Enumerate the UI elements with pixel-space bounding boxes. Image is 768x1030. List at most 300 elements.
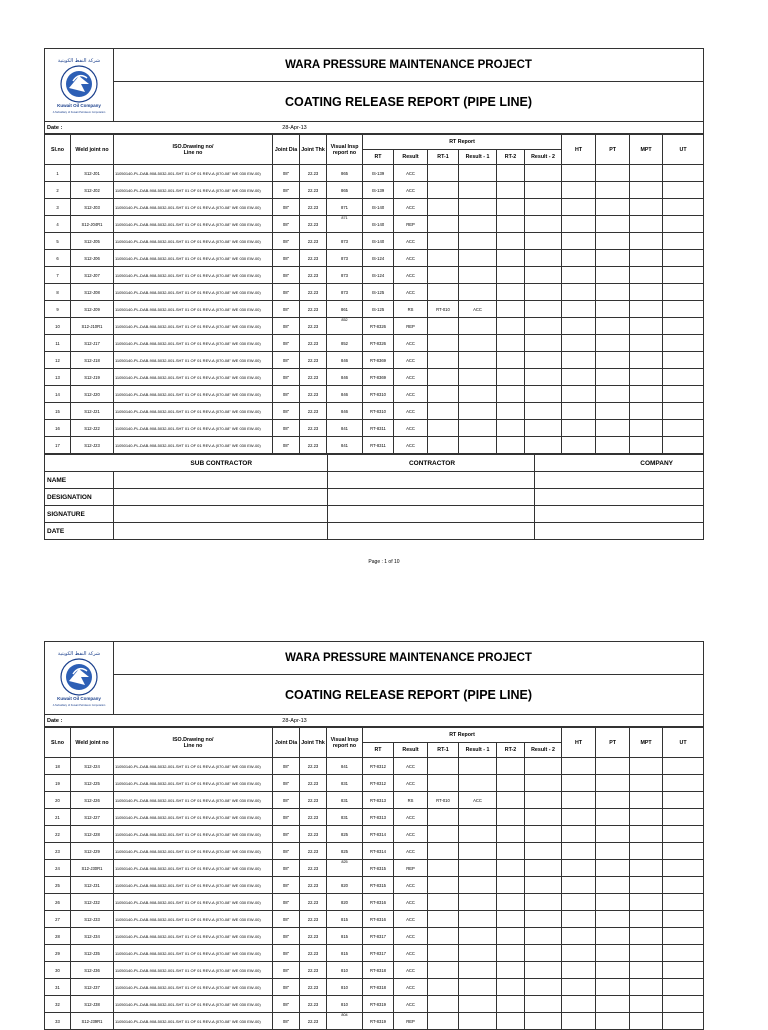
- cell-rt2: [497, 860, 525, 877]
- cell-weld-joint: S12-J27: [71, 809, 114, 826]
- table-row: [45, 352, 704, 369]
- cell-result1: [459, 911, 497, 928]
- table-row: [45, 758, 704, 775]
- cell-rt: RT-8326: [363, 335, 394, 352]
- cell-visual-insp: [327, 216, 363, 233]
- cell-ut: [663, 267, 704, 284]
- cell-rt2: [497, 775, 525, 792]
- cell-joint-thk: 22.23: [300, 894, 327, 911]
- cell-ut: [663, 386, 704, 403]
- cell-visual-insp: [327, 335, 363, 352]
- cell-ut: [663, 1013, 704, 1030]
- col-rt-report: RT Report: [363, 728, 562, 743]
- cell-mpt: [630, 894, 663, 911]
- cell-rt1: [428, 386, 459, 403]
- cell-rt2: [497, 182, 525, 199]
- cell-ut: [663, 962, 704, 979]
- col-ut: UT: [663, 728, 704, 758]
- table-row: [45, 250, 704, 267]
- table-row: [45, 843, 704, 860]
- cell-joint-dia: 08": [273, 843, 300, 860]
- cell-visual-insp: [327, 792, 363, 809]
- company-logo-cell-2: [45, 642, 114, 715]
- signature-block: [44, 454, 704, 540]
- cell-mpt: [630, 403, 663, 420]
- cell-result2: [525, 182, 562, 199]
- cell-joint-thk: 22.23: [300, 945, 327, 962]
- visual-insp-value: 865: [341, 170, 348, 176]
- cell-pt: [596, 979, 630, 996]
- cell-iso-drawing: 11050140-PL-DAB-908-5032-001-SHT 01 OF 01 REV-A (070-08" WE 030 EW-00): [114, 1013, 273, 1030]
- cell-result: ACC: [394, 877, 428, 894]
- cell-ut: [663, 792, 704, 809]
- cell-result1: [459, 403, 497, 420]
- cell-joint-thk: 22.23: [300, 199, 327, 216]
- cell-pt: [596, 335, 630, 352]
- cell-ht: [562, 843, 596, 860]
- cell-ht: [562, 216, 596, 233]
- cell-joint-thk: 22.23: [300, 165, 327, 182]
- cell-iso-drawing: 11050140-PL-DAB-908-5032-001-SHT 01 OF 01 REV-A (070-08" WE 030 EW-00): [114, 352, 273, 369]
- cell-pt: [596, 403, 630, 420]
- table-row: [45, 962, 704, 979]
- cell-visual-insp: [327, 165, 363, 182]
- report-page-2: [44, 641, 703, 1030]
- visual-insp-value: 831: [341, 814, 348, 820]
- cell-ht: [562, 928, 596, 945]
- cell-slno: 8: [45, 284, 71, 301]
- cell-rt: IS-125: [363, 284, 394, 301]
- cell-ut: [663, 301, 704, 318]
- col-iso: ISO.Drawing no/ Line no: [114, 135, 273, 165]
- table-row: [45, 945, 704, 962]
- cell-joint-dia: 08": [273, 182, 300, 199]
- cell-weld-joint: S12-J23: [71, 437, 114, 454]
- visual-insp-value: 846: [341, 374, 348, 380]
- cell-ht: [562, 1013, 596, 1030]
- cell-result: REP: [394, 318, 428, 335]
- cell-joint-dia: 08": [273, 775, 300, 792]
- cell-rt1: [428, 962, 459, 979]
- svg-text:شركة النفط الكويتية: شركة النفط الكويتية: [57, 58, 101, 64]
- cell-result1: [459, 318, 497, 335]
- cell-visual-insp: [327, 233, 363, 250]
- cell-result2: [525, 792, 562, 809]
- cell-result: ACC: [394, 945, 428, 962]
- cell-result1: ACC: [459, 792, 497, 809]
- table-row: [45, 284, 704, 301]
- visual-insp-value: 871: [341, 204, 348, 210]
- cell-ht: [562, 369, 596, 386]
- report-title: COATING RELEASE REPORT (PIPE LINE): [114, 82, 704, 122]
- cell-rt1: [428, 826, 459, 843]
- cell-weld-joint: S12-J22: [71, 420, 114, 437]
- visual-insp-value: 831: [341, 780, 348, 786]
- cell-rt1: [428, 945, 459, 962]
- cell-weld-joint: S12-J34: [71, 928, 114, 945]
- cell-ht: [562, 403, 596, 420]
- cell-joint-thk: 22.23: [300, 826, 327, 843]
- sig-designation-label: DESIGNATION: [45, 489, 114, 506]
- visual-insp-value: 810: [341, 967, 348, 973]
- cell-slno: 24: [45, 860, 71, 877]
- cell-result1: [459, 335, 497, 352]
- cell-rt2: [497, 267, 525, 284]
- cell-iso-drawing: 11050140-PL-DAB-908-5032-001-SHT 01 OF 01 REV-A (070-08" WE 030 EW-00): [114, 182, 273, 199]
- coating-table-page-1: [44, 134, 704, 454]
- cell-pt: [596, 420, 630, 437]
- col-result2: Result - 2: [525, 150, 562, 165]
- cell-joint-thk: 22.23: [300, 369, 327, 386]
- cell-rt1: [428, 758, 459, 775]
- col-rt: RT: [363, 150, 394, 165]
- cell-ut: [663, 911, 704, 928]
- cell-rt1: [428, 335, 459, 352]
- contractor-label: CONTRACTOR: [328, 455, 535, 472]
- svg-text:Kuwait Oil Company: Kuwait Oil Company: [57, 103, 101, 108]
- cell-joint-thk: 22.23: [300, 182, 327, 199]
- cell-mpt: [630, 318, 663, 335]
- cell-rt: RT-8315: [363, 877, 394, 894]
- cell-pt: [596, 928, 630, 945]
- cell-ut: [663, 369, 704, 386]
- cell-iso-drawing: 11050140-PL-DAB-908-5032-001-SHT 01 OF 01 REV-A (070-08" WE 030 EW-00): [114, 403, 273, 420]
- cell-rt: RT-8369: [363, 352, 394, 369]
- cell-iso-drawing: 11050140-PL-DAB-908-5032-001-SHT 01 OF 01 REV-A (070-08" WE 030 EW-00): [114, 216, 273, 233]
- cell-pt: [596, 165, 630, 182]
- table-row: [45, 216, 704, 233]
- cell-slno: 31: [45, 979, 71, 996]
- cell-slno: 18: [45, 758, 71, 775]
- visual-insp-value: 841: [341, 763, 348, 769]
- cell-mpt: [630, 199, 663, 216]
- cell-pt: [596, 182, 630, 199]
- cell-iso-drawing: 11050140-PL-DAB-908-5032-001-SHT 01 OF 01 REV-A (070-08" WE 030 EW-00): [114, 318, 273, 335]
- table-row: [45, 267, 704, 284]
- cell-slno: 21: [45, 809, 71, 826]
- cell-joint-thk: 22.23: [300, 843, 327, 860]
- cell-slno: 19: [45, 775, 71, 792]
- cell-joint-thk: 22.23: [300, 233, 327, 250]
- cell-rt: RT-8310: [363, 403, 394, 420]
- visual-insp-value: 810: [341, 1001, 348, 1007]
- cell-weld-joint: S12-J30R1: [71, 860, 114, 877]
- cell-mpt: [630, 860, 663, 877]
- cell-iso-drawing: 11050140-PL-DAB-908-5032-001-SHT 01 OF 01 REV-A (070-08" WE 030 EW-00): [114, 775, 273, 792]
- cell-joint-thk: 22.23: [300, 386, 327, 403]
- cell-rt: IS-140: [363, 199, 394, 216]
- cell-mpt: [630, 792, 663, 809]
- cell-ut: [663, 996, 704, 1013]
- cell-pt: [596, 877, 630, 894]
- table-row: [45, 894, 704, 911]
- cell-rt: RT-8326: [363, 318, 394, 335]
- cell-mpt: [630, 962, 663, 979]
- cell-iso-drawing: 11050140-PL-DAB-908-5032-001-SHT 01 OF 01 REV-A (070-08" WE 030 EW-00): [114, 809, 273, 826]
- cell-rt2: [497, 962, 525, 979]
- cell-slno: 20: [45, 792, 71, 809]
- cell-rt: IS-124: [363, 250, 394, 267]
- cell-result: ACC: [394, 979, 428, 996]
- cell-pt: [596, 199, 630, 216]
- cell-result1: [459, 352, 497, 369]
- table-row: [45, 318, 704, 335]
- cell-rt2: [497, 437, 525, 454]
- sig-name-label: NAME: [45, 472, 114, 489]
- cell-iso-drawing: 11050140-PL-DAB-908-5032-001-SHT 01 OF 01 REV-A (070-08" WE 030 EW-00): [114, 301, 273, 318]
- cell-pt: [596, 792, 630, 809]
- col-ht: HT: [562, 728, 596, 758]
- cell-result1: [459, 420, 497, 437]
- cell-visual-insp: [327, 301, 363, 318]
- cell-rt2: [497, 792, 525, 809]
- cell-slno: 5: [45, 233, 71, 250]
- cell-joint-dia: 08": [273, 877, 300, 894]
- cell-rt: RT-8314: [363, 826, 394, 843]
- table-row: [45, 775, 704, 792]
- cell-weld-joint: S12-J28: [71, 826, 114, 843]
- cell-result: ACC: [394, 420, 428, 437]
- visual-insp-value: 861: [341, 306, 348, 312]
- cell-pt: [596, 758, 630, 775]
- table-row: [45, 386, 704, 403]
- cell-joint-dia: 08": [273, 809, 300, 826]
- cell-weld-joint: S12-J29: [71, 843, 114, 860]
- col-result2: Result - 2: [525, 743, 562, 758]
- cell-pt: [596, 301, 630, 318]
- cell-joint-dia: 08": [273, 352, 300, 369]
- cell-result2: [525, 996, 562, 1013]
- cell-joint-thk: 22.23: [300, 979, 327, 996]
- cell-iso-drawing: 11050140-PL-DAB-908-5032-001-SHT 01 OF 01 REV-A (070-08" WE 030 EW-00): [114, 843, 273, 860]
- cell-pt: [596, 233, 630, 250]
- cell-weld-joint: S12-J01: [71, 165, 114, 182]
- cell-result: ACC: [394, 165, 428, 182]
- cell-result2: [525, 352, 562, 369]
- cell-ht: [562, 945, 596, 962]
- cell-visual-insp: [327, 437, 363, 454]
- cell-rt2: [497, 928, 525, 945]
- cell-rt2: [497, 369, 525, 386]
- cell-ut: [663, 233, 704, 250]
- sig-date-label: DATE: [45, 523, 114, 540]
- cell-result: ACC: [394, 182, 428, 199]
- cell-slno: 3: [45, 199, 71, 216]
- cell-result1: [459, 826, 497, 843]
- cell-rt: RT-8313: [363, 792, 394, 809]
- cell-rt1: [428, 420, 459, 437]
- cell-joint-thk: 22.23: [300, 352, 327, 369]
- cell-ut: [663, 420, 704, 437]
- cell-joint-dia: 08": [273, 437, 300, 454]
- cell-weld-joint: S12-J33: [71, 911, 114, 928]
- table-row: [45, 301, 704, 318]
- cell-result1: [459, 877, 497, 894]
- cell-rt1: [428, 284, 459, 301]
- cell-ut: [663, 877, 704, 894]
- cell-result2: [525, 284, 562, 301]
- cell-result: ACC: [394, 250, 428, 267]
- table-row: [45, 826, 704, 843]
- cell-joint-thk: 22.23: [300, 775, 327, 792]
- cell-weld-joint: S12-J35: [71, 945, 114, 962]
- cell-result2: [525, 420, 562, 437]
- cell-ut: [663, 843, 704, 860]
- cell-rt: RT-8317: [363, 928, 394, 945]
- col-rt1: RT-1: [428, 150, 459, 165]
- cell-slno: 27: [45, 911, 71, 928]
- cell-slno: 6: [45, 250, 71, 267]
- cell-iso-drawing: 11050140-PL-DAB-908-5032-001-SHT 01 OF 01 REV-A (070-08" WE 030 EW-00): [114, 165, 273, 182]
- cell-result: REP: [394, 1013, 428, 1030]
- cell-joint-dia: 08": [273, 301, 300, 318]
- cell-rt1: [428, 877, 459, 894]
- cell-mpt: [630, 250, 663, 267]
- cell-iso-drawing: 11050140-PL-DAB-908-5032-001-SHT 01 OF 01 REV-A (070-08" WE 030 EW-00): [114, 420, 273, 437]
- cell-iso-drawing: 11050140-PL-DAB-908-5032-001-SHT 01 OF 01 REV-A (070-08" WE 030 EW-00): [114, 979, 273, 996]
- visual-insp-value: 841: [341, 442, 348, 448]
- cell-joint-dia: 08": [273, 233, 300, 250]
- cell-weld-joint: S12-J09: [71, 301, 114, 318]
- cell-weld-joint: S12-J03: [71, 199, 114, 216]
- cell-rt2: [497, 826, 525, 843]
- visual-insp-note: 852: [341, 318, 348, 322]
- cell-rt: RT-8311: [363, 437, 394, 454]
- cell-weld-joint: S12-J37: [71, 979, 114, 996]
- cell-result: ACC: [394, 199, 428, 216]
- cell-mpt: [630, 758, 663, 775]
- cell-visual-insp: [327, 284, 363, 301]
- cell-iso-drawing: 11050140-PL-DAB-908-5032-001-SHT 01 OF 01 REV-A (070-08" WE 030 EW-00): [114, 284, 273, 301]
- cell-joint-thk: 22.23: [300, 267, 327, 284]
- cell-mpt: [630, 420, 663, 437]
- cell-joint-dia: 08": [273, 250, 300, 267]
- cell-iso-drawing: 11050140-PL-DAB-908-5032-001-SHT 01 OF 01 REV-A (070-08" WE 030 EW-00): [114, 928, 273, 945]
- cell-result2: [525, 403, 562, 420]
- project-title: WARA PRESSURE MAINTENANCE PROJECT: [114, 49, 704, 82]
- table-row: [45, 335, 704, 352]
- cell-rt1: [428, 199, 459, 216]
- cell-rt: RT-8313: [363, 809, 394, 826]
- cell-result2: [525, 775, 562, 792]
- cell-joint-dia: 08": [273, 945, 300, 962]
- cell-ut: [663, 928, 704, 945]
- cell-mpt: [630, 386, 663, 403]
- visual-insp-value: 846: [341, 357, 348, 363]
- koc-logo-icon: [49, 54, 109, 116]
- cell-ut: [663, 979, 704, 996]
- table-row: [45, 233, 704, 250]
- cell-result: ACC: [394, 809, 428, 826]
- svg-text:شركة النفط الكويتية: شركة النفط الكويتية: [57, 651, 101, 657]
- cell-mpt: [630, 843, 663, 860]
- table-row: [45, 877, 704, 894]
- cell-iso-drawing: 11050140-PL-DAB-908-5032-001-SHT 01 OF 01 REV-A (070-08" WE 030 EW-00): [114, 860, 273, 877]
- cell-visual-insp: [327, 386, 363, 403]
- cell-mpt: [630, 979, 663, 996]
- company-logo-2: [49, 647, 109, 709]
- cell-pt: [596, 843, 630, 860]
- cell-ut: [663, 894, 704, 911]
- cell-rt1: [428, 250, 459, 267]
- cell-result1: [459, 1013, 497, 1030]
- cell-result1: [459, 928, 497, 945]
- cell-mpt: [630, 877, 663, 894]
- cell-result2: [525, 386, 562, 403]
- cell-ht: [562, 860, 596, 877]
- cell-result2: [525, 860, 562, 877]
- cell-weld-joint: S12-J04R1: [71, 216, 114, 233]
- cell-joint-thk: 22.23: [300, 911, 327, 928]
- cell-rt2: [497, 911, 525, 928]
- cell-rt1: [428, 911, 459, 928]
- cell-rt: RT-8316: [363, 911, 394, 928]
- company-logo: [49, 54, 109, 116]
- cell-result2: [525, 233, 562, 250]
- cell-weld-joint: S12-J07: [71, 267, 114, 284]
- cell-ut: [663, 165, 704, 182]
- cell-joint-thk: 22.23: [300, 962, 327, 979]
- cell-ut: [663, 809, 704, 826]
- cell-rt2: [497, 199, 525, 216]
- visual-insp-value: 873: [341, 289, 348, 295]
- cell-visual-insp: [327, 877, 363, 894]
- visual-insp-value: 831: [341, 797, 348, 803]
- cell-slno: 10: [45, 318, 71, 335]
- cell-result: REP: [394, 216, 428, 233]
- company-label: COMPANY: [535, 455, 704, 472]
- cell-joint-thk: 22.23: [300, 928, 327, 945]
- cell-rt: RT-8319: [363, 996, 394, 1013]
- cell-joint-dia: 08": [273, 962, 300, 979]
- cell-weld-joint: S12-J06: [71, 250, 114, 267]
- cell-ht: [562, 775, 596, 792]
- cell-rt2: [497, 945, 525, 962]
- cell-visual-insp: [327, 911, 363, 928]
- cell-iso-drawing: 11050140-PL-DAB-908-5032-001-SHT 01 OF 01 REV-A (070-08" WE 030 EW-00): [114, 945, 273, 962]
- cell-result1: [459, 284, 497, 301]
- cell-mpt: [630, 928, 663, 945]
- cell-visual-insp: [327, 962, 363, 979]
- cell-rt2: [497, 843, 525, 860]
- cell-ut: [663, 945, 704, 962]
- cell-ut: [663, 216, 704, 233]
- cell-rt1: [428, 233, 459, 250]
- col-rt2: RT-2: [497, 743, 525, 758]
- cell-joint-dia: 08": [273, 979, 300, 996]
- cell-result: ACC: [394, 962, 428, 979]
- col-mpt: MPT: [630, 135, 663, 165]
- cell-result1: [459, 386, 497, 403]
- cell-result1: [459, 267, 497, 284]
- cell-rt1: [428, 352, 459, 369]
- col-slno: Sl.no: [45, 135, 71, 165]
- col-rt-report: RT Report: [363, 135, 562, 150]
- cell-result2: [525, 165, 562, 182]
- cell-ht: [562, 301, 596, 318]
- visual-insp-value: 873: [341, 238, 348, 244]
- cell-rt1: [428, 860, 459, 877]
- cell-joint-thk: 22.23: [300, 1013, 327, 1030]
- report-title-2: COATING RELEASE REPORT (PIPE LINE): [114, 675, 704, 715]
- cell-visual-insp: [327, 928, 363, 945]
- cell-slno: 13: [45, 369, 71, 386]
- cell-weld-joint: S12-J08: [71, 284, 114, 301]
- cell-result2: [525, 979, 562, 996]
- cell-mpt: [630, 233, 663, 250]
- cell-pt: [596, 894, 630, 911]
- cell-slno: 7: [45, 267, 71, 284]
